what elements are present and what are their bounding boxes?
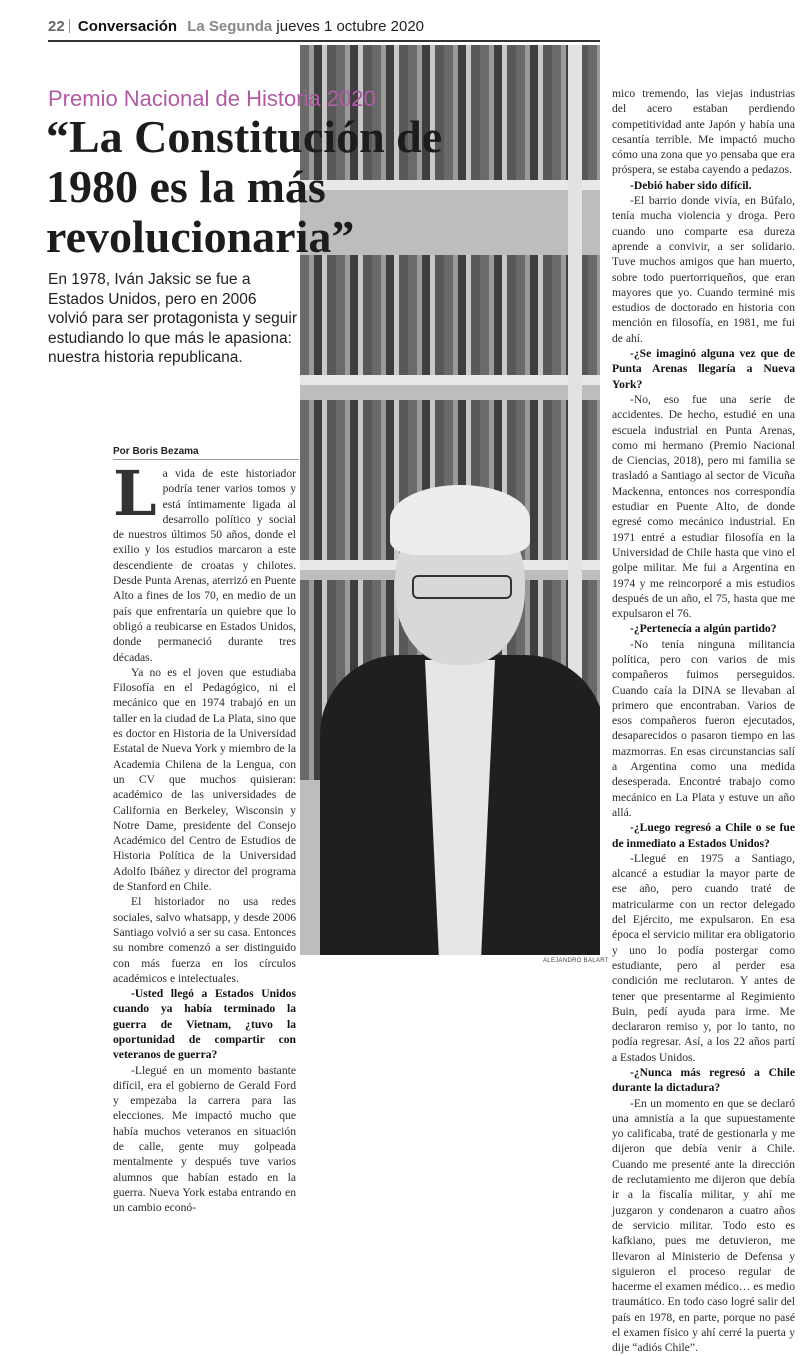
divider [69,19,70,33]
dropcap: L [113,457,157,530]
interview-question: -¿Luego regresó a Chile o se fue de inmediato a Estados Unidos? [612,821,795,850]
byline: Por Boris Bezama [113,446,299,460]
deck: En 1978, Iván Jaksic se fue a Estados Unidos, pero en 2006 volvió para ser protagonista y seguir estudiando lo que más le apasiona: nuestra historia republicana. [48,271,297,366]
headline: “La Constitución de 1980 es la más revolucionaria” [46,111,443,262]
kicker: Premio Nacional de Historia 2020 [48,86,376,111]
paragraph: -No, eso fue una serie de accidentes. De hecho, estudié en una escuela industrial en Punta Arenas, como mi hermano (Premio Nacional de Ciencias, 2018), pero mi familia se trasladó a Santiago al sector de Vicuña Mackenna, entonces nos correspondía estudiar en Puente Alto, de donde egresé como mecánico industrial. En 1971 entré a estudiar filosofía en la Universidad de Chile hasta que vino el golpe militar. Me fui a Argentina en 1974 y me reincorporé a mis estudios después de un año, el 75, hasta que me expulsaron el 76. [612,392,795,621]
masthead [48,18,600,42]
publication-date: jueves 1 octubre 2020 [276,18,425,35]
bookshelf [300,255,600,375]
shelf [300,375,600,385]
newspaper-name: La Segunda [187,18,273,35]
photo-credit: ALEJANDRO BALART [543,958,609,964]
article-column-2 [612,86,795,1356]
paragraph: a vida de este historiador podría tener varios tomos y está íntimamente ligada al desarrollo político y social de nuestros últimos 50 años, donde el exilio y los estudios marcaron a este descendiente de croatas y chilotes. Desde Punta Arenas, aterrizó en Puente Alto a fines de los 70, en medio de un país que enfrentaría un quiebre que lo obligó a reubicarse en Estados Unidos, donde permaneció durante tres décadas. [113,467,296,664]
paragraph: -El barrio donde vivía, en Búfalo, tenía mucha violencia y droga. Pero cuando uno comparte esa dureza aprende a convivir, a ser solidario. Tuve muchos amigos que han muerto, sobre todo puertorriqueños, que eran mayores que yo. Cuando terminé mis estudios de doctorado en historia con mención en filosofía, en 1981, me fui de ahí. [612,194,795,345]
paragraph: -Llegué en 1975 a Santiago, alcancé a estudiar la mayor parte de ese año, pero cuando traté de matricularme con un rector delegado del Ejército, me expulsaron. En esa época el servicio militar era obligatorio y uno lo podía postergar como estudiante, pero al perder esa condición me reclutaron. Y antes de tener que presentarme al Regimiento Buin, pedí ayuda para irme. Me declararon remiso y, por lo tanto, no podía regresar. Así, a los 22 años partí a Estados Unidos. [612,851,795,1064]
interview-question: -¿Pertenecía a algún partido? [630,622,777,636]
article-column-1 [113,457,296,1216]
section-name: Conversación [77,18,178,35]
hair [390,485,530,555]
paragraph: -En un momento en que se declaró una amnistía a la que supuestamente yo calificaba, traté de gestionarla y me dijeron que debía venir a Chile. Cuando me presenté ante la dirección de reclutamiento me dijeron que debía ir a la fiscalía militar, y ahí me juzgaron y condenaron a cuatro años de servicio militar. Todo esto es kafkiano, pues me detuvieron, me llevaron al Ministerio de Defensa y siguieron el proceso regular de hacerme el examen médico… es medio traumático. En todo caso logré salir del país en 1978, en parte, porque no pasé el examen físico y ahí cerré la puerta y dije “adiós Chile”. [612,1096,795,1355]
paragraph: -Llegué en un momento bastante difícil, era el gobierno de Gerald Ford y empezaba la carrera para las elecciones. Me impactó mucho que había muchos veteranos en situación de calle, gente muy golpeada mentalmente y después tuve varios alumnos que habían estado en la guerra. Nueva York estaba entrando en un cambio econó- [113,1063,296,1215]
paragraph: El historiador no usa redes sociales, salvo whatsapp, y desde 2006 Santiago volvió a ser su casa. Entonces su nombre comenzó a ser distinguido con más fuerza en los círculos académicos e intelectuales. [113,895,296,985]
interview-question: -¿Se imaginó alguna vez que de Punta Arenas llegaría a Nueva York? [612,347,795,391]
paragraph: -No tenía ninguna militancia política, pero con varios de mis compañeros fuimos perseguidos. Cuando caía la DINA se llevaban al primero que encontraban. Varios de esos compañeros fueron ejecutados, desaparecidos o pasaron tiempo en las mazmorras. En esas circunstancias salí a Argentina como una medida desesperada. Encontré trabajo como mecánico en La Plata y estuve un año allá. [612,637,795,819]
paragraph: mico tremendo, las viejas industrias del acero estaban perdiendo competitividad ante Japón y había una cesantía terrible. Me impactó mucho cómo una zona que yo pensaba que era próspera, se estaba cayendo a pedazos. [612,87,795,177]
paragraph: Ya no es el joven que estudiaba Filosofía en el Pedagógico, ni el mecánico que en 1974 trabajó en un taller en la ciudad de La Plata, sino que es doctor en Historia de la Universidad Estatal de Nueva York y miembro de la Academia Chilena de la Lengua, con un CV que muchos quisieran: académico de las universidades de California en Berkeley, Wisconsin y Notre Dame, presidente del Consejo Académico del Centro de Estudios de Historia Política de la Universidad Adolfo Ibáñez y director del programa de Stanford en Chile. [113,665,296,894]
interview-question: -Debió haber sido difícil. [630,178,752,192]
glasses [412,575,512,599]
page-number: 22 [48,18,65,35]
interview-question: -Usted llegó a Estados Unidos cuando ya había terminado la guerra de Vietnam, ¿tuvo la oportunidad de compartir con veteranos de guerra? [113,987,296,1062]
interview-question: -¿Nunca más regresó a Chile durante la dictadura? [612,1066,795,1095]
